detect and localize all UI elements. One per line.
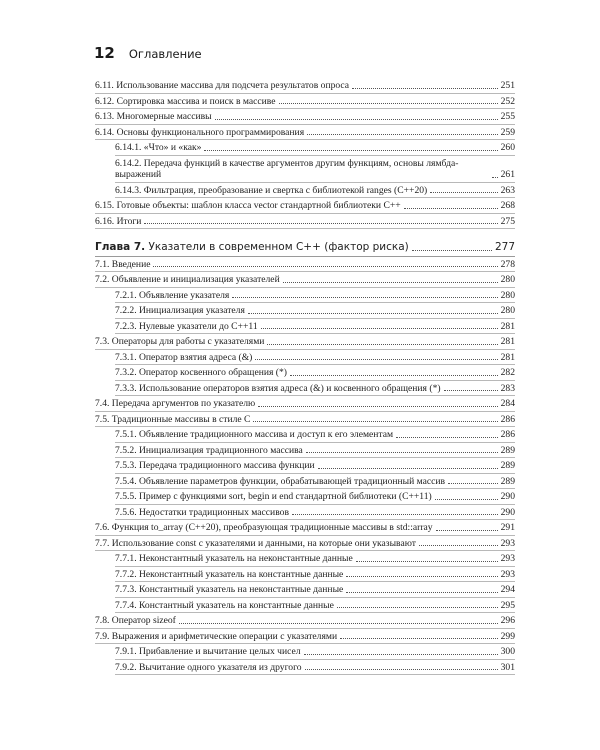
toc-entry-title: 7.2.3. Нулевые указатели до C++11: [115, 320, 258, 332]
dot-leader: [215, 118, 498, 120]
toc-subentry: [115, 489, 515, 505]
toc-entry-page: 299: [500, 630, 515, 642]
toc-entry-page: 251: [500, 80, 515, 91]
page-number: 12: [94, 44, 115, 62]
dot-leader: [307, 133, 498, 135]
toc-subentry: [115, 567, 515, 583]
toc-entry-title: 7.4. Передача аргументов по указателю: [95, 398, 256, 409]
chapter-heading: [95, 238, 515, 257]
dot-leader: [292, 513, 498, 515]
dot-leader: [232, 296, 497, 298]
toc-entry-title: 6.14.2. Передача функций в качестве аргументов другим функциям, основы лямбда-выражений: [115, 157, 459, 180]
toc-entry-page: 283: [500, 382, 515, 394]
toc-subentry: [115, 183, 515, 199]
dot-leader: [412, 249, 492, 251]
toc-entry-title: 7.8. Оператор sizeof: [95, 615, 176, 626]
toc-section-7: [95, 257, 515, 676]
toc-entry-title: 6.16. Итоги: [95, 215, 142, 227]
toc-entry-page: 255: [500, 111, 515, 122]
toc-entry-title: 7.5.2. Инициализация традиционного массива: [115, 444, 303, 456]
toc-entry-page: 300: [500, 646, 515, 657]
toc-entry: [95, 536, 515, 552]
toc-entry-page: 280: [500, 289, 515, 301]
dot-leader: [435, 498, 498, 500]
toc-entry-title: 6.14.1. «Что» и «как»: [115, 142, 202, 153]
dot-leader: [448, 482, 498, 484]
dot-leader: [179, 622, 498, 624]
toc-subentry: [115, 140, 515, 156]
toc-subentry: [115, 443, 515, 459]
chapter-heading-text: [95, 242, 409, 254]
toc-subentry: [115, 474, 515, 490]
toc-entry-title: 7.7.2. Неконстантный указатель на константные данные: [115, 568, 344, 580]
toc-subentry: [115, 598, 515, 614]
toc-entry-page: 294: [500, 584, 515, 595]
chapter-page: 277: [494, 241, 515, 253]
dot-leader: [396, 436, 498, 438]
toc-entry: [95, 109, 515, 125]
toc-entry-title: 7.5.4. Объявление параметров функции, обрабатывающей традиционный массив: [115, 475, 446, 487]
toc-entry-title: 7.1. Введение: [95, 258, 151, 270]
dot-leader: [258, 405, 497, 407]
dot-leader: [283, 281, 498, 283]
dot-leader: [318, 467, 498, 469]
toc-entry-page: 289: [500, 475, 515, 487]
toc-entry-page: 261: [500, 169, 515, 180]
toc-entry-page: 280: [500, 274, 515, 285]
toc-entry-title: 7.3.3. Использование операторов взятия адреса (&) и косвенного обращения (*): [115, 382, 441, 394]
chapter-title: Указатели в современном C++ (фактор риска): [148, 241, 409, 253]
toc-entry: [95, 257, 515, 273]
chapter-label: Глава 7.: [95, 241, 146, 253]
toc-entry-title: 6.12. Сортировка массива и поиск в массиве: [95, 95, 276, 107]
toc-entry-title: 7.7.1. Неконстантный указатель на неконстантные данные: [115, 553, 353, 564]
toc-entry: [95, 94, 515, 110]
toc-entry-title: 6.11. Использование массива для подсчета результатов опроса: [95, 80, 350, 91]
toc-entry-page: 295: [500, 599, 515, 611]
toc-entry-title: 7.7.4. Константный указатель на константные данные: [115, 599, 334, 611]
toc-entry-title: 7.5.1. Объявление традиционного массива и доступ к его элементам: [115, 429, 394, 440]
toc-entry-page: 260: [500, 142, 515, 153]
dot-leader: [436, 529, 498, 531]
dot-leader: [255, 358, 497, 360]
dot-leader: [346, 575, 497, 577]
toc-entry: [95, 214, 515, 230]
toc-entry-page: 281: [500, 336, 515, 347]
dot-leader: [444, 389, 498, 391]
toc-entry-title: 7.9.2. Вычитание одного указателя из другого: [115, 661, 302, 673]
running-head-title: Оглавление: [128, 47, 202, 61]
toc-entry: [95, 272, 515, 288]
toc-entry-title: 7.6. Функция to_array (C++20), преобразующая традиционные массивы в std::array: [95, 522, 433, 533]
toc-entry-page: 289: [500, 460, 515, 471]
toc-subentry: [115, 319, 515, 335]
dot-leader: [419, 544, 498, 546]
toc-entry-title: 7.2. Объявление и инициализация указателей: [95, 274, 280, 285]
toc-subentry: [115, 582, 515, 598]
dot-leader: [267, 343, 497, 345]
toc-subentry: [115, 551, 515, 567]
dot-leader: [304, 653, 498, 655]
toc-subentry: [115, 458, 515, 474]
dot-leader: [492, 176, 498, 178]
toc-subentry: [115, 644, 515, 660]
table-of-contents: [95, 78, 515, 675]
toc-subentry: [115, 156, 515, 183]
toc-entry-title: 7.3.2. Оператор косвенного обращения (*): [115, 367, 287, 378]
toc-entry-page: 259: [500, 126, 515, 138]
toc-entry-page: 293: [500, 568, 515, 580]
toc-entry-title: 7.9. Выражения и арифметические операции с указателями: [95, 630, 338, 642]
toc-entry-page: 275: [500, 215, 515, 227]
toc-entry-page: 278: [500, 258, 515, 270]
toc-entry-title: 7.7.3. Константный указатель на неконстантные данные: [115, 584, 344, 595]
toc-entry: [95, 396, 515, 412]
toc-subentry: [115, 660, 515, 676]
toc-subentry: [115, 365, 515, 381]
toc-entry: [95, 412, 515, 428]
toc-entry-page: 282: [500, 367, 515, 378]
toc-entry-title: 6.13. Многомерные массивы: [95, 111, 212, 122]
dot-leader: [337, 606, 498, 608]
toc-entry-page: 290: [500, 506, 515, 518]
toc-entry-title: 7.5.3. Передача традиционного массива функции: [115, 460, 315, 471]
toc-entry: [95, 334, 515, 350]
toc-subentry: [115, 303, 515, 319]
toc-entry-page: 291: [500, 522, 515, 533]
dot-leader: [253, 420, 497, 422]
toc-entry-title: 6.14.3. Фильтрация, преобразование и свертка с библиотекой ranges (C++20): [115, 184, 428, 196]
toc-subentry: [115, 350, 515, 366]
toc-entry-page: 293: [500, 537, 515, 549]
dot-leader: [144, 222, 497, 224]
toc-entry-page: 284: [500, 398, 515, 409]
toc-subentry: [115, 427, 515, 443]
toc-entry: [95, 198, 515, 214]
dot-leader: [248, 312, 498, 314]
toc-entry-title: 7.5.5. Пример с функциями sort, begin и end стандартной библиотеки (C++11): [115, 491, 432, 502]
toc-entry-title: 7.5.6. Недостатки традиционных массивов: [115, 506, 289, 518]
dot-leader: [261, 327, 498, 329]
dot-leader: [153, 265, 497, 267]
toc-entry-page: 263: [500, 184, 515, 196]
toc-entry-title: 7.7. Использование const с указателями и данными, на которые они указывают: [95, 537, 416, 549]
toc-entry-title: 7.2.2. Инициализация указателя: [115, 305, 245, 316]
toc-entry-page: 296: [500, 615, 515, 626]
toc-entry: [95, 125, 515, 141]
toc-entry-page: 290: [500, 491, 515, 502]
toc-entry-page: 301: [500, 661, 515, 673]
dot-leader: [404, 207, 498, 209]
toc-entry-page: 280: [500, 305, 515, 316]
dot-leader: [204, 149, 497, 151]
dot-leader: [305, 668, 498, 670]
toc-entry-title: 6.14. Основы функционального программирования: [95, 126, 305, 138]
toc-entry-page: 286: [500, 413, 515, 425]
dot-leader: [290, 374, 498, 376]
dot-leader: [306, 451, 498, 453]
toc-subentry: [115, 288, 515, 304]
dot-leader: [356, 560, 498, 562]
running-head: [94, 44, 202, 62]
dot-leader: [346, 591, 497, 593]
toc-entry-title: 7.2.1. Объявление указателя: [115, 289, 230, 301]
dot-leader: [279, 102, 498, 104]
toc-entry-title: 7.3.1. Оператор взятия адреса (&): [115, 351, 253, 363]
toc-entry: [95, 613, 515, 629]
toc-entry-page: 252: [500, 95, 515, 107]
toc-entry-title: 6.15. Готовые объекты: шаблон класса vector стандартной библиотеки C++: [95, 200, 401, 211]
toc-subentry: [115, 505, 515, 521]
toc-entry-page: 281: [500, 351, 515, 363]
toc-entry: [95, 520, 515, 536]
dot-leader: [430, 191, 497, 193]
toc-entry-page: 268: [500, 200, 515, 211]
toc-entry-page: 281: [500, 320, 515, 332]
toc-entry: [95, 629, 515, 645]
toc-section-6: [95, 78, 515, 229]
toc-entry-title: 7.3. Операторы для работы с указателями: [95, 336, 265, 347]
dot-leader: [340, 637, 498, 639]
toc-entry: [95, 78, 515, 94]
toc-entry-page: 289: [500, 444, 515, 456]
toc-entry-title: 7.9.1. Прибавление и вычитание целых чисел: [115, 646, 301, 657]
toc-entry-title: 7.5. Традиционные массивы в стиле C: [95, 413, 251, 425]
toc-entry-page: 293: [500, 553, 515, 564]
toc-subentry: [115, 381, 515, 397]
toc-entry-page: 286: [500, 429, 515, 440]
dot-leader: [352, 87, 498, 89]
